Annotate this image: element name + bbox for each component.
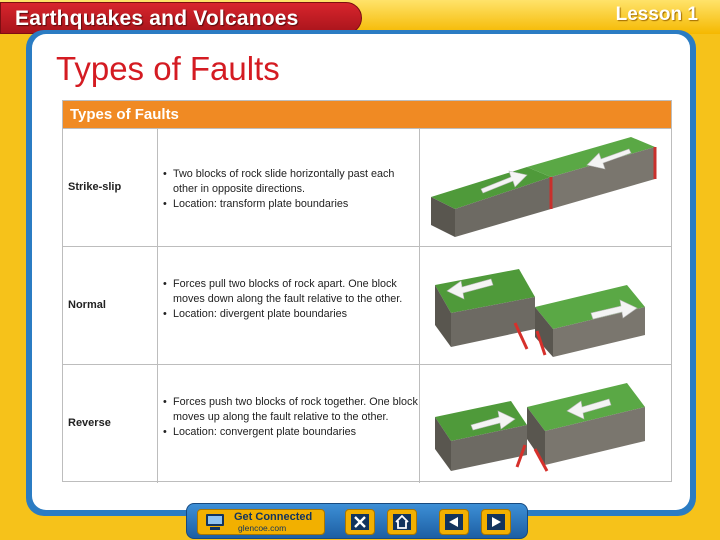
- fault-description: [163, 395, 421, 440]
- fault-description: [163, 167, 421, 212]
- table-title: Types of Faults: [70, 106, 179, 123]
- home-icon: [392, 513, 412, 531]
- table-header: [63, 101, 671, 128]
- description-bullet: • Location: divergent plate boundaries: [163, 307, 421, 322]
- column-divider: [419, 365, 420, 483]
- forward-arrow-icon: [486, 513, 506, 531]
- site-link[interactable]: glencoe.com: [238, 523, 287, 533]
- description-bullet: • Location: transform plate boundaries: [163, 197, 421, 212]
- close-icon: [350, 513, 370, 531]
- lesson-label: Lesson 1: [615, 4, 698, 25]
- page-title: Types of Faults: [56, 50, 280, 87]
- bottom-nav: [186, 503, 528, 539]
- normal-fault-illustration: [431, 251, 663, 361]
- description-bullet: • Forces push two blocks of rock together. One block moves up along the fault relative to the other.: [163, 395, 421, 425]
- column-divider: [157, 247, 158, 365]
- column-divider: [419, 247, 420, 365]
- description-bullet: • Two blocks of rock slide horizontally past each other in opposite directions.: [163, 167, 421, 197]
- close-button[interactable]: [345, 509, 375, 535]
- table-row: [63, 246, 671, 364]
- get-connected-label: Get Connected: [234, 511, 313, 523]
- fault-description: [163, 277, 421, 322]
- table-row: [63, 128, 671, 246]
- faults-table: [62, 100, 672, 482]
- get-connected-button[interactable]: [197, 509, 325, 535]
- fault-name: Strike-slip: [68, 181, 122, 193]
- column-divider: [419, 129, 420, 247]
- fault-name: Reverse: [68, 417, 111, 429]
- description-bullet: • Forces pull two blocks of rock apart. One block moves down along the fault relative to the other.: [163, 277, 421, 307]
- previous-button[interactable]: [439, 509, 469, 535]
- chapter-title: Earthquakes and Volcanoes: [15, 7, 299, 30]
- reverse-fault-illustration: [431, 369, 663, 479]
- description-bullet: • Location: convergent plate boundaries: [163, 425, 421, 440]
- computer-icon: [204, 513, 226, 531]
- strike-slip-illustration: [431, 133, 663, 243]
- fault-name: Normal: [68, 299, 106, 311]
- back-arrow-icon: [444, 513, 464, 531]
- column-divider: [157, 365, 158, 483]
- table-row: [63, 364, 671, 482]
- next-button[interactable]: [481, 509, 511, 535]
- column-divider: [157, 129, 158, 247]
- home-button[interactable]: [387, 509, 417, 535]
